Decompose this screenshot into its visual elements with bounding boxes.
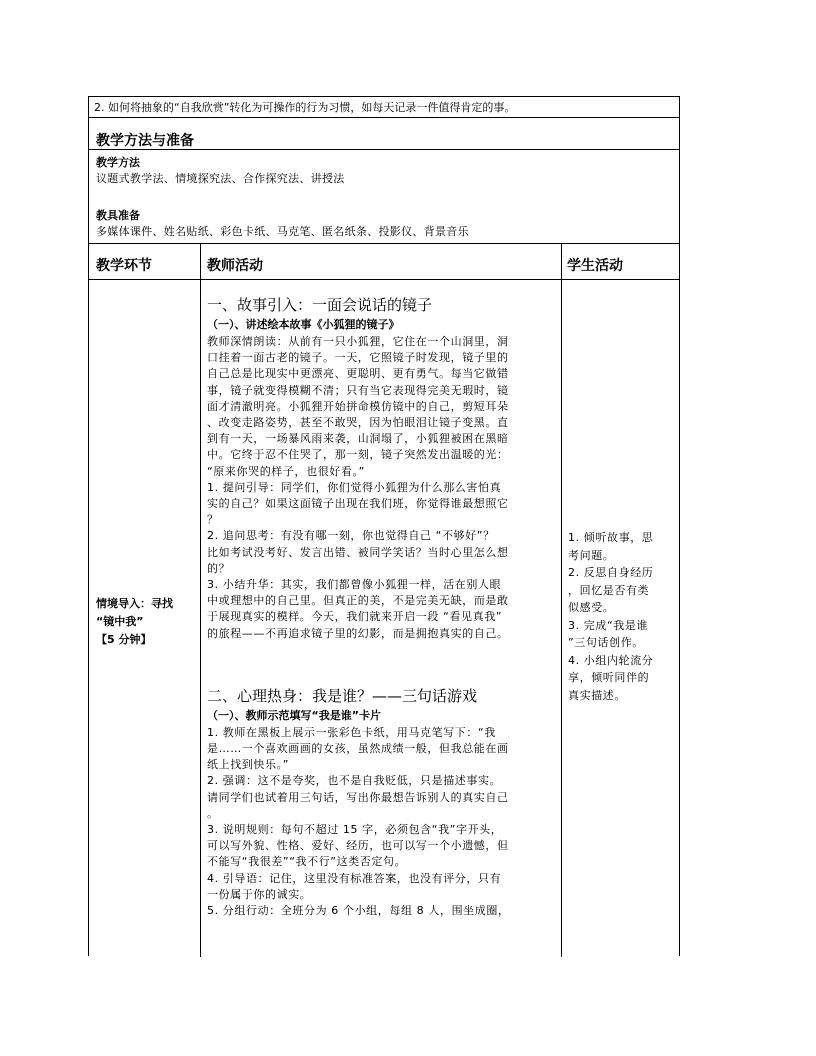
story-line: 3. 小结升华：其实，我们都曾像小狐狸一样，活在别人眼 bbox=[207, 578, 502, 592]
story-line: 于展现真实的模样。今天，我们就来开启一段 “看见真我” bbox=[207, 610, 503, 624]
part2-line: 3. 说明规则：每句不超过 15 字，必须包含“我”字开头， bbox=[207, 823, 503, 837]
methods-content-row bbox=[89, 150, 679, 244]
story-line: 自己总是比现实中更漂亮、更聪明、更有勇气。每当它做错 bbox=[207, 367, 509, 381]
story-line: “原来你哭的样子，也很好看。” bbox=[207, 464, 365, 478]
teacher-cell bbox=[207, 294, 555, 919]
part2-line: 可以写外貌、性格、爱好、经历，也可以写一个小遗憾，但 bbox=[207, 839, 509, 853]
header-student: 学生活动 bbox=[567, 258, 623, 274]
part2-line: 5. 分组行动：全班分为 6 个小组，每组 8 人，围坐成圈， bbox=[207, 904, 510, 918]
stage-duration: 【5 分钟】 bbox=[96, 633, 152, 646]
part2-line: 一份属于你的诚实。 bbox=[207, 887, 312, 901]
part2-line: 4. 引导语：记住，这里没有标准答案，也没有评分，只有 bbox=[207, 871, 502, 885]
story-line: 中或理想中的自己里。但真正的美，不是完美无缺，而是敢 bbox=[207, 594, 509, 608]
story-line: 实的自己？如果这面镜子出现在我们班，你觉得谁最想照它 bbox=[207, 497, 509, 511]
story-line: 事，镜子就变得模糊不清；只有当它表现得完美无瑕时，镜 bbox=[207, 383, 509, 397]
part2-content bbox=[207, 725, 555, 919]
header-teacher: 教师活动 bbox=[207, 258, 263, 274]
story-line: 教师深情朗读：从前有一只小狐狸，它住在一个山洞里，洞 bbox=[207, 335, 509, 348]
student-line: 享，倾听同伴的 bbox=[568, 671, 650, 684]
student-line: ”三句话创作。 bbox=[568, 636, 644, 649]
stage-name-line1: 情境导入：寻找 bbox=[96, 597, 173, 610]
story-line: 中。它终于忍不住哭了，那一刻，镜子突然发出温暖的光： bbox=[207, 448, 509, 462]
story-line: 1. 提问引导：同学们，你们觉得小狐狸为什么那么害怕真 bbox=[207, 480, 502, 494]
part2-line: 纸上找到快乐。” bbox=[207, 758, 289, 772]
student-line: ，回忆是否有类 bbox=[568, 583, 650, 597]
main-body-row bbox=[89, 280, 679, 957]
student-line: 考问题。 bbox=[568, 548, 615, 562]
methods-heading: 教学方法与准备 bbox=[96, 133, 194, 149]
student-line: 似感受。 bbox=[568, 601, 615, 614]
story-line: 2. 追问思考：有没有哪一刻，你也觉得自己 “不够好”？ bbox=[207, 529, 495, 543]
methods-label: 教学方法 bbox=[96, 156, 140, 169]
part1-subtitle: （一）、讲述绘本故事《小狐狸的镜子》 bbox=[207, 318, 400, 331]
part1-title: 一、故事引入：一面会说话的镜子 bbox=[207, 296, 433, 314]
part2-line: 请同学们也试着用三句话，写出你最想告诉别人的真实自己 bbox=[207, 790, 509, 804]
methods-text: 议题式教学法、情境探究法、合作探究法、讲授法 bbox=[96, 172, 345, 185]
part1-story bbox=[207, 334, 555, 642]
story-line: 到有一天，一场暴风雨来袭，山洞塌了，小狐狸被困在黑暗 bbox=[207, 432, 509, 446]
top-row-text: 2. 如何将抽象的“自我欣赏”转化为可操作的行为习惯，如每天记录一件值得肯定的事。 bbox=[94, 101, 516, 114]
tools-text: 多媒体课件、姓名贴纸、彩色卡纸、马克笔、匿名纸条、投影仪、背景音乐 bbox=[96, 225, 469, 238]
top-row bbox=[89, 97, 679, 118]
story-line: 口挂着一面古老的镜子。一天，它照镜子时发现，镜子里的 bbox=[207, 351, 509, 365]
student-line: 1. 倾听故事，思 bbox=[568, 531, 654, 544]
tools-label: 教具准备 bbox=[96, 209, 140, 222]
lesson-plan-table bbox=[88, 96, 680, 956]
story-line: ？ bbox=[207, 513, 219, 527]
stage-name-line2: “镜中我” bbox=[96, 615, 144, 628]
story-line: 、改变走路姿势，甚至不敢哭，因为怕眼泪让镜子变黑。直 bbox=[207, 416, 509, 430]
story-line: 的旅程——不再追求镜子里的幻影，而是拥抱真实的自己。 bbox=[207, 626, 509, 640]
student-line: 4. 小组内轮流分 bbox=[568, 653, 654, 667]
story-line: 比如考试没考好、发言出错、被同学笑话？当时心里怎么想 bbox=[207, 545, 509, 559]
student-cell bbox=[568, 529, 676, 704]
part2-subtitle: （一）、教师示范填写“我是谁”卡片 bbox=[207, 708, 381, 722]
part2-line: 1. 教师在黑板上展示一张彩色卡纸，用马克笔写下：“我 bbox=[207, 725, 496, 739]
header-stage: 教学环节 bbox=[96, 258, 152, 274]
methods-heading-row bbox=[89, 118, 679, 150]
student-line: 2. 反思自身经历 bbox=[568, 566, 654, 579]
table-header-row bbox=[89, 244, 679, 280]
part2-line: 不能写“我很差”“我不行”这类否定句。 bbox=[207, 855, 407, 869]
part2-line: 2. 强调：这不是夸奖，也不是自我贬低，只是描述事实。 bbox=[207, 774, 502, 788]
student-line: 真实描述。 bbox=[568, 688, 626, 702]
story-line: 的？ bbox=[207, 561, 231, 575]
student-line: 3. 完成“我是谁 bbox=[568, 618, 649, 632]
part2-line: 是……一个喜欢画画的女孩，虽然成绩一般，但我总能在画 bbox=[207, 742, 509, 756]
part2-title: 二、心理热身：我是谁？——三句话游戏 bbox=[207, 686, 478, 705]
story-line: 面才清澈明亮。小狐狸开始拼命模仿镜中的自己，剪短耳朵 bbox=[207, 399, 509, 413]
stage-cell bbox=[96, 595, 196, 649]
part2-line: 。 bbox=[207, 806, 219, 820]
